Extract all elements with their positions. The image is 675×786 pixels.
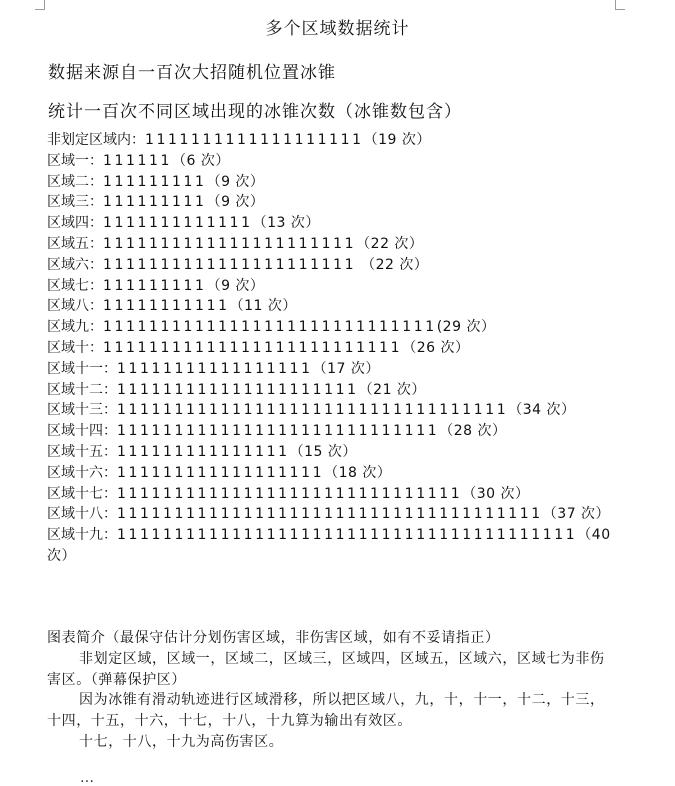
page-corner-mark-right	[615, 0, 625, 10]
chart-introduction	[47, 628, 607, 753]
region-count: （9 次）	[206, 173, 265, 190]
region-label: 区域十七：	[47, 485, 117, 502]
region-count: （17 次）	[312, 360, 380, 377]
tally-marks: 111111111111111111111	[117, 381, 359, 398]
tally-marks: 111111111	[103, 194, 207, 211]
list-item	[47, 504, 617, 525]
tally-marks: 1111111111111	[103, 215, 253, 232]
statistics-heading: 统计一百次不同区域出现的冰锥次数（冰锥数包含）	[48, 102, 462, 122]
list-item	[47, 338, 617, 359]
region-count: （30 次）	[462, 485, 530, 502]
region-count: （6 次）	[172, 152, 230, 169]
region-label: 区域四：	[47, 215, 103, 232]
list-item	[47, 442, 617, 463]
region-label: 区域十六：	[47, 464, 117, 481]
tally-marks: 1111111111111111111111111111111111	[117, 402, 509, 419]
region-label: 区域十九：	[47, 527, 117, 544]
list-item	[47, 234, 617, 255]
region-count: （13 次）	[252, 215, 320, 232]
page-corner-mark-left	[35, 0, 45, 10]
tally-marks: 111111111	[103, 173, 207, 190]
list-item	[47, 151, 617, 172]
data-source-heading: 数据来源自一百次大招随机位置冰锥	[48, 63, 336, 83]
region-label: 区域三：	[47, 194, 103, 211]
list-item	[47, 317, 617, 338]
region-label: 区域十三：	[47, 402, 117, 419]
list-item	[47, 359, 617, 380]
tally-marks: 11111111111	[103, 298, 230, 315]
region-label: 非划定区域内：	[47, 132, 145, 148]
region-label: 区域二：	[47, 173, 103, 190]
intro-paragraph-non-damage: 非划定区域，区域一，区域二，区域三，区域四，区域五，区域六，区域七为非伤害区。（弹幕保护区）	[47, 650, 605, 688]
region-count: （40 次）	[47, 527, 611, 564]
region-label: 区域八：	[47, 298, 103, 315]
tally-marks: 1111111111111111111111	[103, 235, 357, 252]
region-count: （37 次）	[542, 506, 611, 523]
list-item	[47, 380, 617, 401]
region-label: 区域七：	[47, 277, 103, 294]
region-count: （28 次）	[439, 423, 507, 440]
region-label: 区域十五：	[47, 443, 117, 460]
list-item	[47, 463, 617, 484]
list-item	[47, 255, 617, 276]
region-label: 区域一：	[47, 152, 103, 169]
tally-marks: 111111111111111111	[117, 464, 325, 481]
region-count: （9 次）	[206, 277, 265, 294]
region-count: (29 次）	[436, 319, 496, 336]
list-item	[47, 172, 617, 193]
region-label: 区域十二：	[47, 381, 117, 398]
region-count: （34 次）	[508, 402, 576, 419]
tally-marks: 111111	[103, 152, 173, 169]
region-count: （9 次）	[206, 194, 265, 211]
document-title: 多个区域数据统计	[265, 19, 410, 39]
list-item	[47, 400, 617, 421]
tally-marks: 11111111111111111111111111	[103, 339, 403, 356]
tally-marks: 1111111111111111111111	[103, 256, 357, 273]
list-item	[47, 484, 617, 505]
tally-marks: 111111111111111111111111111111	[117, 485, 463, 502]
cut-off-text-fragment: …	[80, 770, 94, 786]
intro-heading: 图表简介（最保守估计分划伤害区域，非伤害区域，如有不妥请指正）	[47, 630, 500, 646]
region-count: （22 次）	[356, 235, 424, 252]
region-count: （22 次）	[356, 256, 429, 273]
region-count-list	[47, 130, 617, 567]
list-item	[47, 213, 617, 234]
list-item	[47, 525, 617, 567]
list-item	[47, 130, 617, 151]
region-label: 区域五：	[47, 235, 103, 252]
region-count: （11 次）	[229, 298, 297, 315]
region-label: 区域十一：	[47, 360, 117, 377]
region-label: 区域十八：	[47, 506, 117, 523]
list-item	[47, 192, 617, 213]
intro-paragraph-high-damage: 十七，十八，十九为高伤害区。	[79, 733, 284, 750]
list-item	[47, 276, 617, 297]
region-count: （15 次）	[289, 443, 357, 460]
region-label: 区域六：	[47, 256, 103, 273]
region-count: （18 次）	[324, 464, 392, 481]
tally-marks: 11111111111111111111111111111	[103, 319, 437, 336]
intro-paragraph-effective: 因为冰锥有滑动轨迹进行区域滑移，所以把区域八，九，十，十一，十二，十三，十四，十五，十六，十七，十八，十九算为输出有效区。	[47, 692, 605, 730]
tally-marks: 111111111111111	[117, 443, 290, 460]
list-item	[47, 296, 617, 317]
tally-marks: 1111111111111111111111111111	[117, 423, 440, 440]
list-item	[47, 421, 617, 442]
region-label: 区域十四：	[47, 423, 117, 440]
region-count: （21 次）	[358, 381, 426, 398]
tally-marks: 1111111111111111111	[145, 132, 364, 148]
tally-marks: 11111111111111111	[117, 360, 313, 377]
region-label: 区域九：	[47, 319, 103, 336]
tally-marks: 1111111111111111111111111111111111111	[117, 506, 543, 523]
tally-marks: 1111111111111111111111111111111111111111	[117, 527, 578, 544]
region-count: （26 次）	[402, 339, 470, 356]
region-label: 区域十：	[47, 339, 103, 356]
region-count: （19 次）	[363, 132, 431, 148]
tally-marks: 111111111	[103, 277, 207, 294]
